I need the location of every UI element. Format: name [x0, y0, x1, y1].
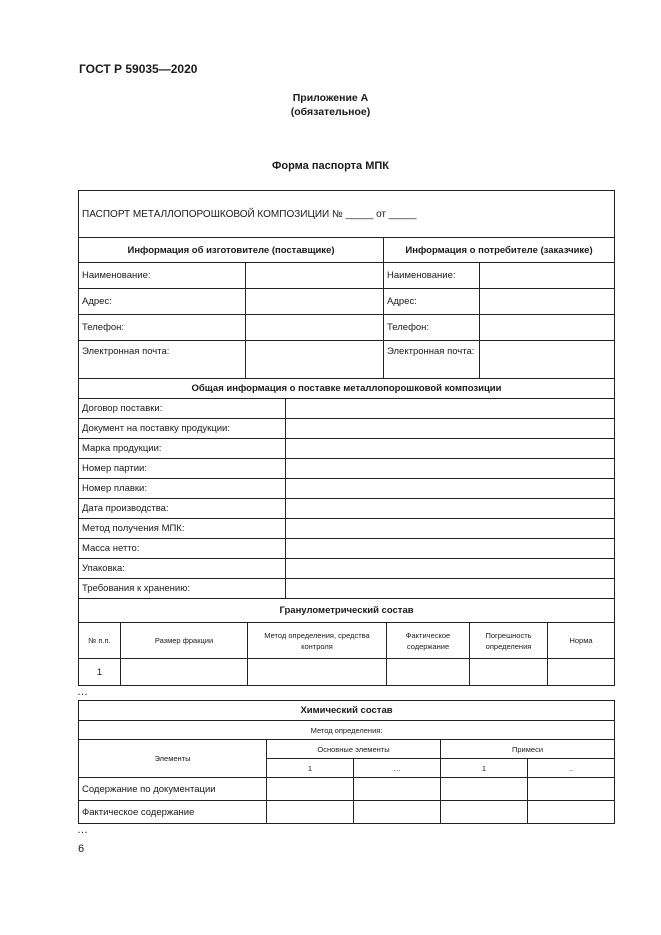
packaging-label: Упаковка: — [79, 559, 286, 579]
col-method: Метод определения, средства контроля — [248, 623, 387, 659]
manufacturer-address-value[interactable] — [246, 289, 384, 315]
general-info-header: Общая информация о поставке металлопорошковой композиции — [79, 379, 615, 399]
actual-main-1[interactable] — [267, 801, 354, 824]
appendix-title: Приложение А — [292, 92, 369, 104]
consumer-name-value[interactable] — [480, 263, 615, 289]
contract-label: Договор поставки: — [79, 399, 286, 419]
manufacturer-email-value[interactable] — [246, 341, 384, 379]
contract-value[interactable] — [286, 399, 615, 419]
consumer-email-value[interactable] — [480, 341, 615, 379]
storage-requirements-label: Требования к хранению: — [79, 579, 286, 599]
doc-main-more[interactable] — [354, 778, 441, 801]
actual-main-more[interactable] — [354, 801, 441, 824]
doc-main-1[interactable] — [267, 778, 354, 801]
consumer-address-label: Адрес: — [384, 289, 480, 315]
impurities-header: Примеси — [441, 740, 615, 759]
method-cell[interactable] — [248, 659, 387, 686]
storage-requirements-value[interactable] — [286, 579, 615, 599]
heat-number-value[interactable] — [286, 479, 615, 499]
net-mass-value[interactable] — [286, 539, 615, 559]
page-number: 6 — [78, 843, 85, 855]
consumer-phone-value[interactable] — [480, 315, 615, 341]
fraction-size-cell[interactable] — [121, 659, 248, 686]
production-date-label: Дата производства: — [79, 499, 286, 519]
batch-number-value[interactable] — [286, 459, 615, 479]
main-element-1: 1 — [267, 759, 354, 778]
col-norm: Норма — [548, 623, 615, 659]
method-label: Метод определения: — [79, 721, 615, 740]
consumer-address-value[interactable] — [480, 289, 615, 315]
consumer-email-label: Электронная почта: — [384, 341, 480, 379]
manufacturer-name-value[interactable] — [246, 263, 384, 289]
standard-code: ГОСТ Р 59035—2020 — [79, 62, 198, 76]
doc-content-label: Содержание по документации — [79, 778, 267, 801]
delivery-document-value[interactable] — [286, 419, 615, 439]
manufacturer-header: Информация об изготовителе (поставщике) — [79, 238, 384, 263]
doc-impurity-more[interactable] — [528, 778, 615, 801]
heat-number-label: Номер плавки: — [79, 479, 286, 499]
consumer-name-label: Наименование: — [384, 263, 480, 289]
chemical-table — [78, 700, 615, 824]
main-element-more: … — [354, 759, 441, 778]
actual-impurity-more[interactable] — [528, 801, 615, 824]
row-number: 1 — [79, 659, 121, 686]
net-mass-label: Масса нетто: — [79, 539, 286, 559]
product-grade-value[interactable] — [286, 439, 615, 459]
actual-impurity-1[interactable] — [441, 801, 528, 824]
passport-line: ПАСПОРТ МЕТАЛЛОПОРОШКОВОЙ КОМПОЗИЦИИ № _____ от _____ — [79, 191, 615, 238]
production-method-value[interactable] — [286, 519, 615, 539]
col-fraction-size: Размер фракции — [121, 623, 248, 659]
packaging-value[interactable] — [286, 559, 615, 579]
batch-number-label: Номер партии: — [79, 459, 286, 479]
delivery-document-label: Документ на поставку продукции: — [79, 419, 286, 439]
production-date-value[interactable] — [286, 499, 615, 519]
manufacturer-phone-value[interactable] — [246, 315, 384, 341]
col-actual-content: Фактическое содержание — [387, 623, 470, 659]
main-elements-header: Основные элементы — [267, 740, 441, 759]
granulometric-table — [78, 598, 615, 686]
ellipsis-granulometric: … — [77, 686, 88, 698]
manufacturer-email-label: Электронная почта: — [79, 341, 246, 379]
consumer-phone-label: Телефон: — [384, 315, 480, 341]
manufacturer-address-label: Адрес: — [79, 289, 246, 315]
col-item-number: № п.п. — [79, 623, 121, 659]
manufacturer-phone-label: Телефон: — [79, 315, 246, 341]
appendix-subtitle: (обязательное) — [290, 106, 371, 118]
error-cell[interactable] — [470, 659, 548, 686]
elements-header: Элементы — [79, 740, 267, 778]
granulometric-header: Гранулометрический состав — [79, 599, 615, 623]
col-error: Погрешность определения — [470, 623, 548, 659]
actual-content-label: Фактическое содержание — [79, 801, 267, 824]
impurity-1: 1 — [441, 759, 528, 778]
impurity-more: .. — [528, 759, 615, 778]
general-info-table — [78, 378, 615, 599]
product-grade-label: Марка продукции: — [79, 439, 286, 459]
ellipsis-chemical: … — [77, 824, 88, 836]
manufacturer-name-label: Наименование: — [79, 263, 246, 289]
form-title: Форма паспорта МПК — [271, 160, 389, 172]
passport-table — [78, 190, 615, 379]
doc-impurity-1[interactable] — [441, 778, 528, 801]
production-method-label: Метод получения МПК: — [79, 519, 286, 539]
chemical-header: Химический состав — [79, 701, 615, 721]
norm-cell[interactable] — [548, 659, 615, 686]
actual-content-cell[interactable] — [387, 659, 470, 686]
consumer-header: Информация о потребителе (заказчике) — [384, 238, 615, 263]
